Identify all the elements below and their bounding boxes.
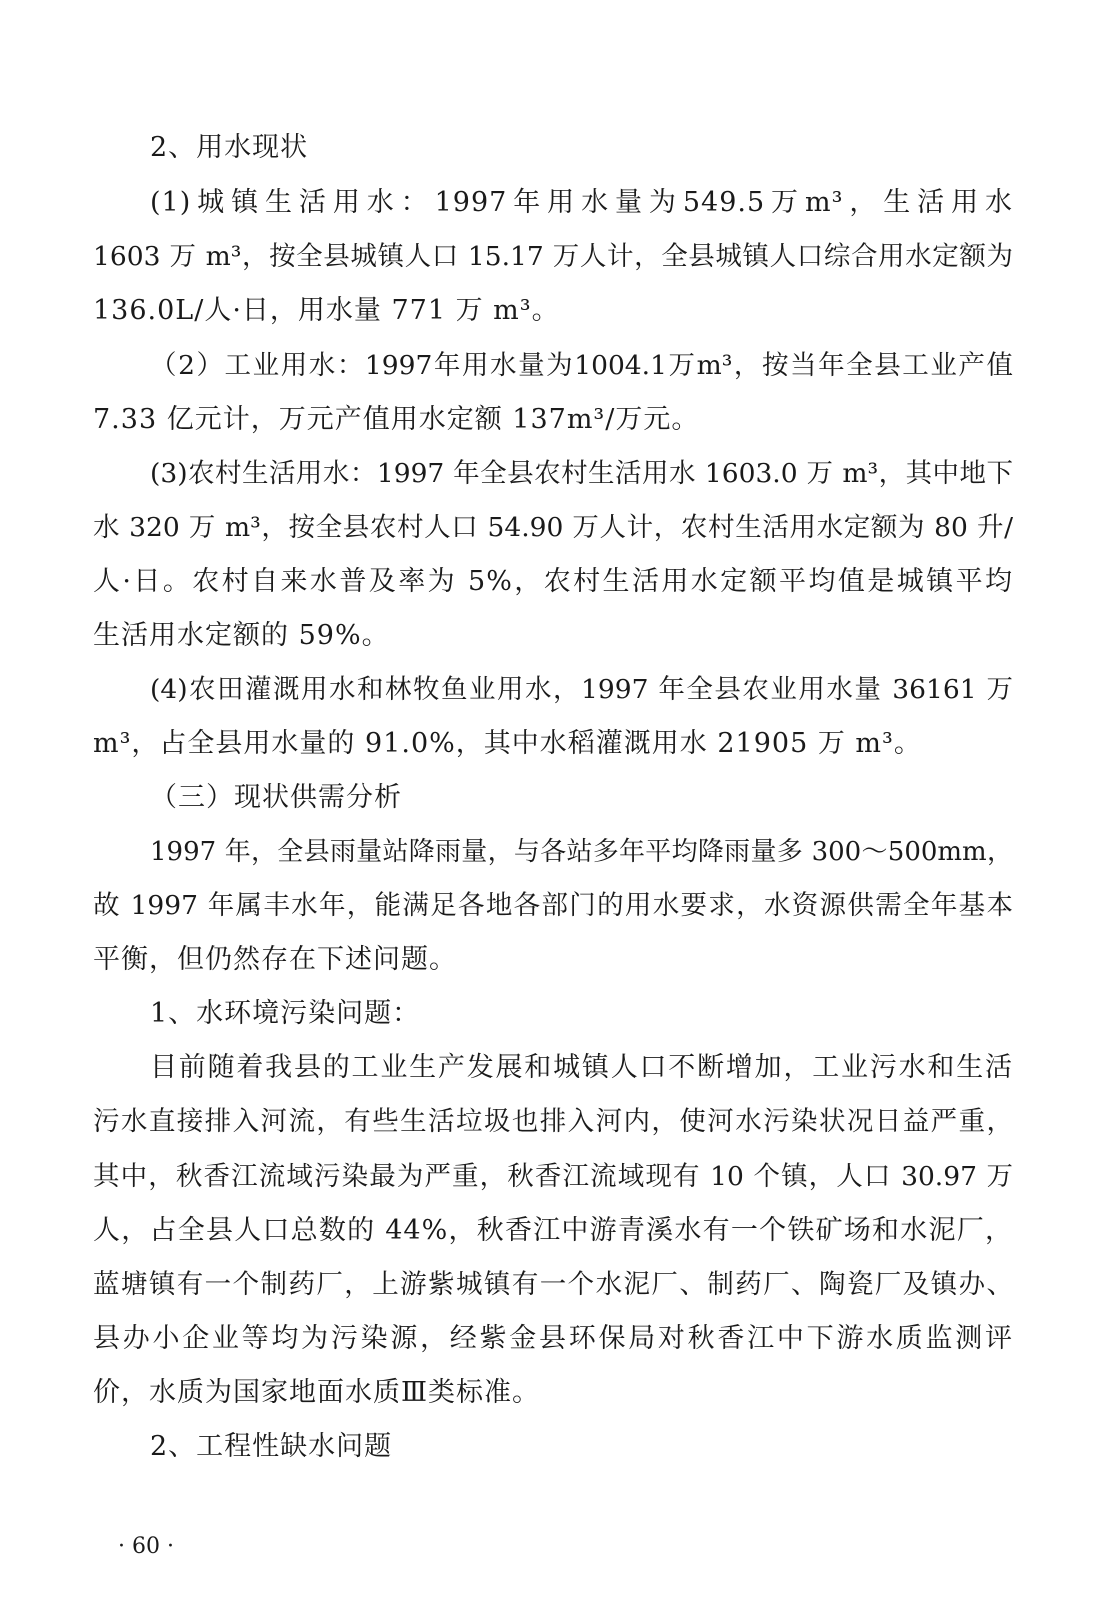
section-heading-pollution: 1、水环境污染问题： [150, 998, 421, 1029]
paragraph-line: (3)农村生活用水：1997 年全县农村生活用水 1603.0 万 m³，其中地下 [150, 458, 1013, 489]
paragraph-line: m³，占全县用水量的 91.0%，其中水稻灌溉用水 21905 万 m³。 [93, 728, 922, 759]
paragraph-line: （2）工业用水：1997年用水量为1004.1万m³，按当年全县工业产值 [150, 350, 1013, 381]
paragraph-line: 故 1997 年属丰水年，能满足各地各部门的用水要求，水资源供需全年基本 [93, 890, 1013, 921]
paragraph-line: 污水直接排入河流，有些生活垃圾也排入河内，使河水污染状况日益严重， [93, 1106, 1013, 1137]
paragraph-line: 目前随着我县的工业生产发展和城镇人口不断增加，工业污水和生活 [150, 1052, 1013, 1083]
paragraph-line: 1997 年，全县雨量站降雨量，与各站多年平均降雨量多 300～500mm， [150, 837, 1013, 867]
paragraph-line: 人·日。农村自来水普及率为 5%，农村生活用水定额平均值是城镇平均 [93, 566, 1013, 597]
paragraph-line: 其中，秋香江流域污染最为严重，秋香江流域现有 10 个镇，人口 30.97 万 [93, 1161, 1013, 1192]
page-number: · 60 · [118, 1534, 174, 1559]
paragraph-line: 平衡，但仍然存在下述问题。 [93, 944, 457, 975]
section-heading-supply-demand: （三）现状供需分析 [150, 782, 402, 813]
paragraph-line: 生活用水定额的 59%。 [93, 620, 390, 651]
paragraph-line: 蓝塘镇有一个制药厂，上游紫城镇有一个水泥厂、制药厂、陶瓷厂及镇办、 [93, 1269, 1013, 1300]
paragraph-line: 县办小企业等均为污染源，经紫金县环保局对秋香江中下游水质监测评 [93, 1323, 1013, 1354]
section-heading-engineering-shortage: 2、工程性缺水问题 [150, 1431, 393, 1462]
section-heading-water-use-status: 2、用水现状 [150, 132, 309, 163]
paragraph-line: 价，水质为国家地面水质Ⅲ类标准。 [93, 1377, 541, 1408]
paragraph-line: (1)城镇生活用水：1997年用水量为549.5万m³，生活用水 [150, 187, 1013, 218]
paragraph-line: 1603 万 m³，按全县城镇人口 15.17 万人计，全县城镇人口综合用水定额为 [93, 241, 1013, 272]
paragraph-line: 136.0L/人·日，用水量 771 万 m³。 [93, 295, 560, 326]
paragraph-line: 人，占全县人口总数的 44%，秋香江中游青溪水有一个铁矿场和水泥厂， [93, 1215, 1013, 1246]
paragraph-line: 水 320 万 m³，按全县农村人口 54.90 万人计，农村生活用水定额为 80 升/ [93, 512, 1013, 543]
paragraph-line: 7.33 亿元计，万元产值用水定额 137m³/万元。 [93, 404, 700, 435]
paragraph-line: (4)农田灌溉用水和林牧鱼业用水，1997 年全县农业用水量 36161 万 [150, 674, 1013, 705]
